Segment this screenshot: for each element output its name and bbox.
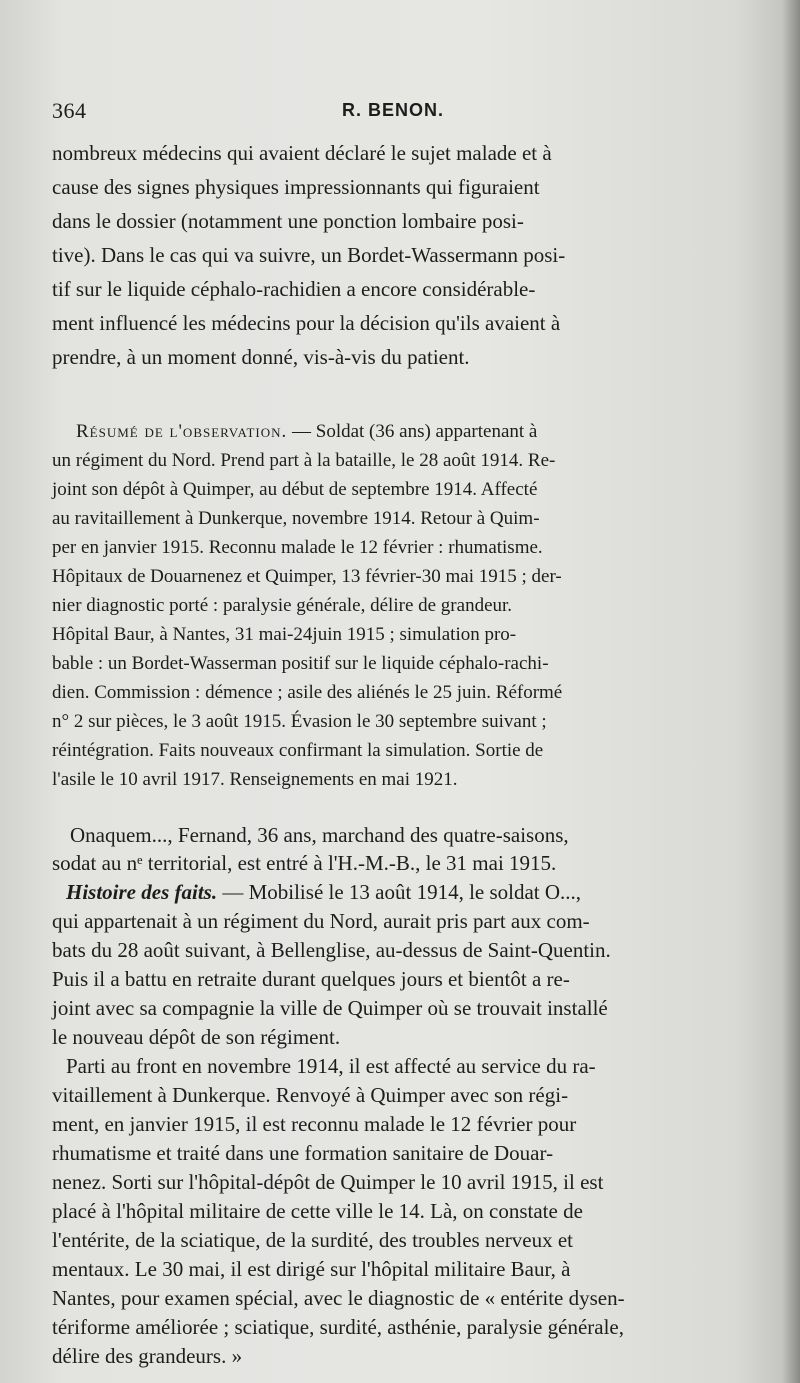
histoire-first-line bbox=[66, 879, 581, 905]
text-line: prendre, à un moment donné, vis-à-vis du patient. bbox=[52, 345, 470, 369]
text-line: l'asile le 10 avril 1917. Renseignements en mai 1921. bbox=[52, 769, 458, 790]
text-line: réintégration. Faits nouveaux confirmant la simulation. Sortie de bbox=[52, 740, 544, 761]
text-line: nenez. Sorti sur l'hôpital-dépôt de Quimper le 10 avril 1915, il est bbox=[52, 1170, 604, 1194]
text-line: bable : un Bordet-Wasserman positif sur le liquide céphalo-rachi- bbox=[52, 653, 549, 674]
text-line: Nantes, pour examen spécial, avec le diagnostic de « entérite dysen- bbox=[52, 1286, 625, 1310]
page-header bbox=[52, 98, 752, 128]
text-line: ment influencé les médecins pour la décision qu'ils avaient à bbox=[52, 311, 561, 335]
text-line: tive). Dans le cas qui va suivre, un Bordet-Wassermann posi- bbox=[52, 243, 566, 267]
text-line: le nouveau dépôt de son régiment. bbox=[52, 1025, 341, 1049]
histoire-first-line-rest: — Mobilisé le 13 août 1914, le soldat O..., bbox=[217, 880, 582, 904]
text-line: rhumatisme et traité dans une formation sanitaire de Douar- bbox=[52, 1141, 554, 1165]
text-line: vitaillement à Dunkerque. Renvoyé à Quimper avec son régi- bbox=[52, 1083, 569, 1107]
text-line: l'entérite, de la sciatique, de la surdité, des troubles nerveux et bbox=[52, 1228, 574, 1252]
page-number: 364 bbox=[52, 98, 87, 123]
text-line: Hôpital Baur, à Nantes, 31 mai-24juin 1915 ; simulation pro- bbox=[52, 624, 517, 645]
text-line: n° 2 sur pièces, le 3 août 1915. Évasion le 30 septembre suivant ; bbox=[52, 711, 547, 732]
resume-label: Résumé de l'observation. bbox=[76, 421, 288, 442]
text-line: Puis il a battu en retraite durant quelques jours et bientôt a re- bbox=[52, 967, 570, 991]
text-line: placé à l'hôpital militaire de cette ville le 14. Là, on constate de bbox=[52, 1199, 583, 1223]
text-line: Parti au front en novembre 1914, il est affecté au service du ra- bbox=[66, 1054, 596, 1078]
running-head: R. BENON. bbox=[342, 100, 445, 120]
text-line: tériforme améliorée ; sciatique, surdité, asthénie, paralysie générale, bbox=[52, 1315, 624, 1339]
text-line: mentaux. Le 30 mai, il est dirigé sur l'hôpital militaire Baur, à bbox=[52, 1257, 571, 1281]
text-line: per en janvier 1915. Reconnu malade le 12 février : rhumatisme. bbox=[52, 537, 543, 558]
resume-first-line-rest: — Soldat (36 ans) appartenant à bbox=[287, 421, 538, 442]
text-line: délire des grandeurs. » bbox=[52, 1344, 243, 1368]
text-line: dien. Commission : démence ; asile des aliénés le 25 juin. Réformé bbox=[52, 682, 563, 703]
text-line: un régiment du Nord. Prend part à la bataille, le 28 août 1914. Re- bbox=[52, 450, 556, 471]
text-line: Hôpitaux de Douarnenez et Quimper, 13 février-30 mai 1915 ; der- bbox=[52, 566, 562, 587]
text-line: dans le dossier (notamment une ponction lombaire posi- bbox=[52, 209, 524, 233]
text-line: nombreux médecins qui avaient déclaré le sujet malade et à bbox=[52, 141, 552, 165]
text-line: ment, en janvier 1915, il est reconnu malade le 12 février pour bbox=[52, 1112, 577, 1136]
text-line: joint son dépôt à Quimper, au début de septembre 1914. Affecté bbox=[52, 479, 538, 500]
text-line: joint avec sa compagnie la ville de Quimper où se trouvait installé bbox=[52, 996, 608, 1020]
text-line: qui appartenait à un régiment du Nord, aurait pris part aux com- bbox=[52, 909, 590, 933]
text-line: au ravitaillement à Dunkerque, novembre 1914. Retour à Quim- bbox=[52, 508, 540, 529]
text-line: sodat au nᵉ territorial, est entré à l'H.-M.-B., le 31 mai 1915. bbox=[52, 851, 557, 875]
text-line: nier diagnostic porté : paralysie générale, délire de grandeur. bbox=[52, 595, 513, 616]
text-line: bats du 28 août suivant, à Bellenglise, au-dessus de Saint-Quentin. bbox=[52, 938, 611, 962]
resume-first-line bbox=[76, 420, 537, 444]
histoire-title: Histoire des faits. bbox=[66, 880, 218, 904]
text-line: cause des signes physiques impressionnants qui figuraient bbox=[52, 175, 540, 199]
text-line: tif sur le liquide céphalo-rachidien a encore considérable- bbox=[52, 277, 536, 301]
text-line: Onaquem..., Fernand, 36 ans, marchand des quatre-saisons, bbox=[70, 823, 569, 847]
